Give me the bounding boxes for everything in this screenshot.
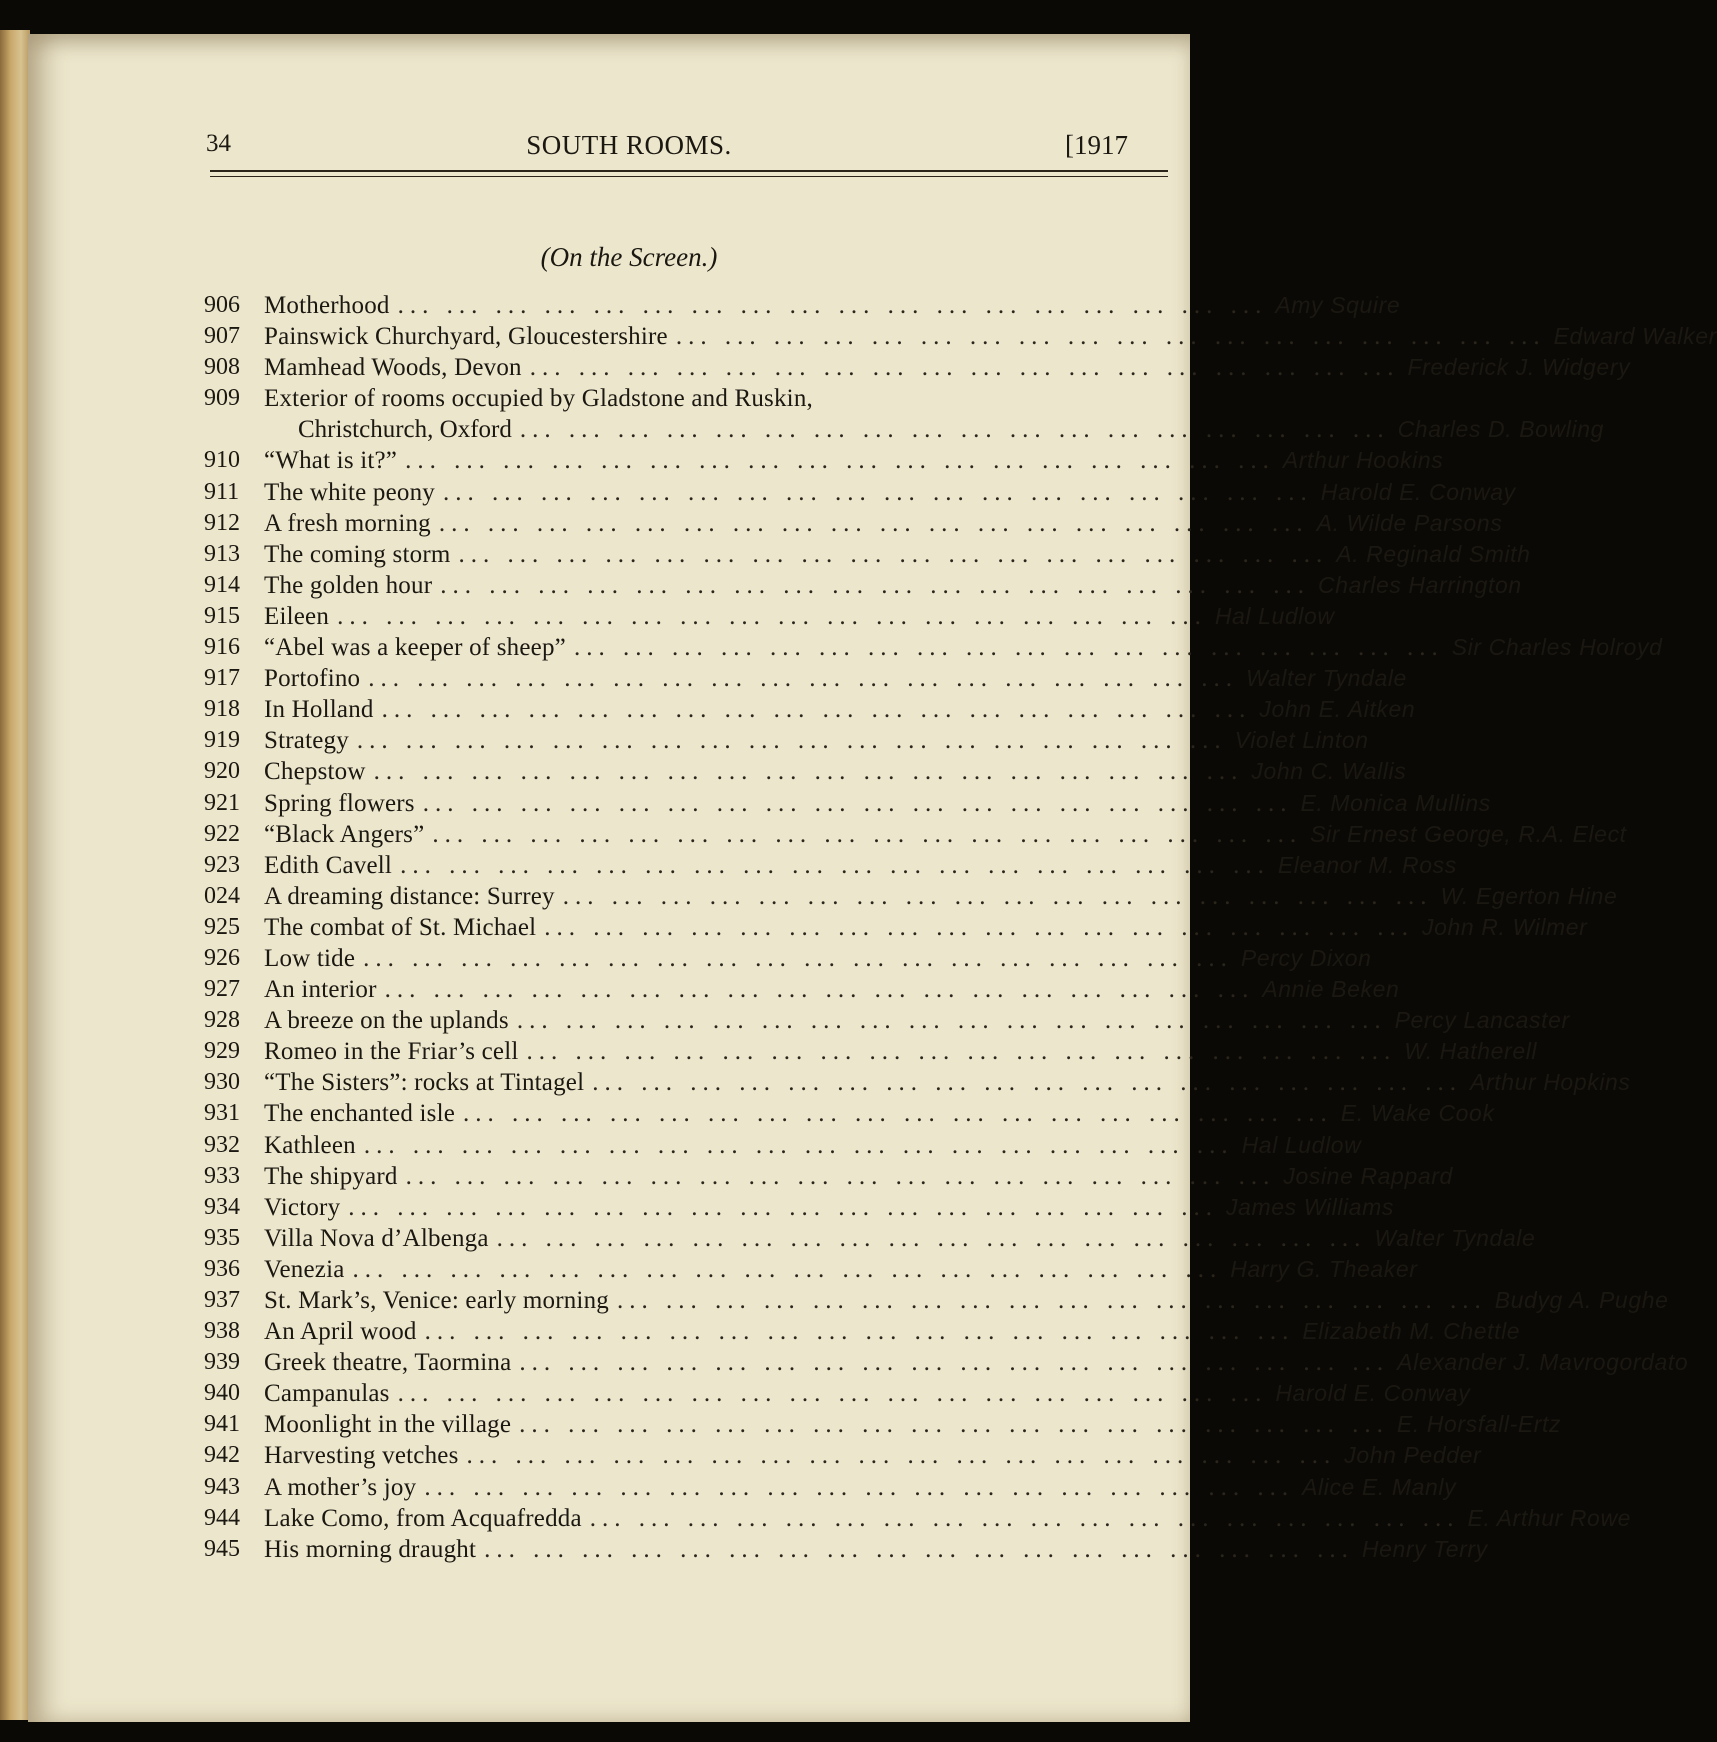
catalogue-entry xyxy=(204,881,1618,912)
catalogue-entry xyxy=(204,1534,1488,1565)
catalogue-entry xyxy=(204,1036,1538,1067)
entry-number: 913 xyxy=(204,540,240,567)
entry-number: 927 xyxy=(204,976,240,1003)
entry-artist: Annie Beken xyxy=(1262,976,1400,1003)
catalogue-entry xyxy=(204,943,1372,974)
running-title: SOUTH ROOMS. xyxy=(526,130,732,160)
entry-line xyxy=(264,352,1631,383)
entry-artist: John R. Wilmer xyxy=(1422,913,1588,940)
entry-number: 933 xyxy=(204,1162,240,1189)
dot-leader: ... ... ... ... ... ... ... ... ... ... ... ... ... ... ... ... ... ... xyxy=(363,1131,1234,1159)
entry-artist: Charles D. Bowling xyxy=(1397,416,1604,443)
catalogue-entry xyxy=(204,1316,1521,1347)
entry-line xyxy=(264,881,1618,912)
entry-number: 935 xyxy=(204,1224,240,1251)
entry-number: 937 xyxy=(204,1287,240,1313)
entry-artist: Sir Charles Holroyd xyxy=(1451,634,1663,661)
entry-title: The golden hour xyxy=(264,571,433,599)
entry-line xyxy=(264,1534,1488,1565)
entry-artist: A. Reginald Smith xyxy=(1336,540,1531,567)
entry-title: “Abel was a keeper of sheep” xyxy=(264,634,566,662)
entry-title: Harvesting vetches xyxy=(264,1442,459,1470)
dot-leader: ... ... ... ... ... ... ... ... ... ... ... ... ... ... ... ... ... ... xyxy=(424,1473,1295,1501)
entry-artist: Violet Linton xyxy=(1234,727,1369,754)
dot-leader: ... ... ... ... ... ... ... ... ... ... ... ... ... ... ... ... ... ... xyxy=(368,665,1238,693)
entry-number: 926 xyxy=(204,944,240,971)
entry-number: 939 xyxy=(204,1349,240,1376)
entry-line xyxy=(264,1409,1562,1440)
entry-title: Eileen xyxy=(264,602,330,630)
catalogue-entry xyxy=(204,850,1457,881)
entry-artist: Hal Ludlow xyxy=(1241,1131,1362,1158)
entry-number: 911 xyxy=(204,478,240,505)
entry-title: The white peony xyxy=(264,478,436,506)
catalogue-entry xyxy=(204,974,1400,1005)
entry-line xyxy=(264,1098,1495,1129)
dot-leader: ... ... ... ... ... ... ... ... ... ... ... ... ... ... ... ... ... ... xyxy=(405,447,1275,475)
entry-line xyxy=(264,1285,1669,1316)
catalogue-entry xyxy=(204,756,1407,787)
entry-line xyxy=(264,290,1401,321)
entry-title: Campanulas xyxy=(264,1380,390,1408)
entry-line xyxy=(264,632,1663,663)
entry-title: The enchanted isle xyxy=(264,1100,456,1128)
entry-line xyxy=(264,819,1627,850)
entry-title: The coming storm xyxy=(264,540,451,568)
catalogue-entry xyxy=(204,352,1631,383)
catalogue-entry xyxy=(204,383,1604,445)
entry-artist: Alexander J. Mavrogordato xyxy=(1397,1349,1689,1376)
entry-line xyxy=(264,1161,1453,1192)
entry-line xyxy=(264,912,1588,943)
catalogue-entry xyxy=(204,290,1401,321)
dot-leader: ... ... ... ... ... ... ... ... ... ... ... ... ... ... ... ... ... ... xyxy=(458,540,1329,568)
entry-artist: Frederick J. Widgery xyxy=(1407,354,1631,381)
dot-leader: ... ... ... ... ... ... ... ... ... ... ... ... ... ... ... ... ... ... xyxy=(432,820,1303,848)
entry-artist: Percy Lancaster xyxy=(1394,1007,1570,1034)
entry-artist: Harold E. Conway xyxy=(1320,478,1516,505)
entry-artist: Sir Ernest George, R.A. Elect xyxy=(1310,820,1627,847)
entry-line xyxy=(264,508,1503,539)
page-sheet xyxy=(28,34,1717,1722)
dot-leader: ... ... ... ... ... ... ... ... ... ... ... ... ... ... ... ... ... ... xyxy=(573,634,1444,662)
dot-leader: ... ... ... ... ... ... ... ... ... ... ... ... ... ... ... ... ... ... xyxy=(443,478,1313,506)
entry-number: 912 xyxy=(204,509,240,536)
entry-number: 932 xyxy=(204,1131,240,1158)
header-rule-thin xyxy=(210,176,1168,177)
dot-leader: ... ... ... ... ... ... ... ... ... ... ... ... ... ... ... ... ... ... xyxy=(384,976,1255,1004)
dot-leader: ... ... ... ... ... ... ... ... ... ... ... ... ... ... ... ... ... ... xyxy=(519,1411,1389,1439)
entry-artist: Henry Terry xyxy=(1361,1535,1488,1562)
entry-title: The combat of St. Michael xyxy=(264,913,537,941)
entry-title: Venezia xyxy=(264,1255,345,1283)
entry-artist: Harold E. Conway xyxy=(1275,1380,1471,1407)
entry-title: Exterior of rooms occupied by Gladstone and Ruskin, xyxy=(264,385,813,413)
entry-number: 940 xyxy=(204,1380,240,1407)
dot-leader: ... ... ... ... ... ... ... ... ... ... ... ... ... ... ... ... ... ... xyxy=(496,1224,1367,1252)
catalogue-entry xyxy=(204,477,1516,508)
catalogue-entry xyxy=(204,445,1444,476)
catalogue-entry xyxy=(204,725,1369,756)
entry-number: 925 xyxy=(204,913,240,940)
entry-number: 941 xyxy=(204,1411,240,1438)
entry-number: 922 xyxy=(204,820,240,847)
dot-leader: ... ... ... ... ... ... ... ... ... ... ... ... ... ... ... ... ... ... xyxy=(589,1504,1460,1532)
entry-number: 923 xyxy=(204,851,240,878)
entry-line xyxy=(264,1036,1538,1067)
entry-artist: W. Hatherell xyxy=(1404,1038,1538,1065)
catalogue-entry xyxy=(204,1223,1536,1254)
catalogue-entry xyxy=(204,1098,1495,1129)
catalogue-entry xyxy=(204,321,1717,352)
catalogue-entry xyxy=(204,508,1503,539)
entry-line xyxy=(264,663,1407,694)
entry-artist: E. Wake Cook xyxy=(1340,1100,1495,1127)
section-heading-text: (On the Screen.) xyxy=(540,242,718,272)
catalogue-entry xyxy=(204,570,1522,601)
entry-number: 915 xyxy=(204,602,240,629)
entry-line xyxy=(264,850,1457,881)
catalogue-entry xyxy=(204,1067,1631,1098)
entry-line xyxy=(264,1005,1570,1036)
entry-artist: Harry G. Theaker xyxy=(1230,1255,1418,1282)
entry-number: 909 xyxy=(204,385,240,412)
entry-number: 910 xyxy=(204,447,240,474)
entry-number: 920 xyxy=(204,758,240,785)
dot-leader: ... ... ... ... ... ... ... ... ... ... ... ... ... ... ... ... ... ... xyxy=(356,727,1227,755)
entry-line xyxy=(264,570,1522,601)
catalogue-entry xyxy=(204,1347,1689,1378)
catalogue-entry xyxy=(204,1440,1482,1471)
page-number: 34 xyxy=(206,130,231,157)
entry-line xyxy=(264,601,1335,632)
entry-line xyxy=(264,1067,1631,1098)
entry-number: 024 xyxy=(204,882,240,909)
entry-title: Mamhead Woods, Devon xyxy=(264,354,522,382)
section-heading xyxy=(28,242,1190,273)
entry-artist: John E. Aitken xyxy=(1259,696,1416,723)
entry-artist: Charles Harrington xyxy=(1317,571,1522,598)
entry-artist: Alice E. Manly xyxy=(1302,1473,1457,1500)
entry-artist: Josine Rappard xyxy=(1283,1162,1453,1189)
entry-title: An April wood xyxy=(264,1318,417,1346)
catalogue-entry xyxy=(204,912,1588,943)
entry-number: 936 xyxy=(204,1255,240,1282)
entry-line xyxy=(264,788,1491,819)
entry-title: His morning draught xyxy=(264,1535,477,1563)
entry-line xyxy=(264,1347,1689,1378)
entry-title-continued: Christchurch, Oxford xyxy=(298,416,512,444)
dot-leader: ... ... ... ... ... ... ... ... ... ... ... ... ... ... ... ... ... ... xyxy=(544,913,1415,941)
entry-title: Edith Cavell xyxy=(264,851,393,879)
entry-title: St. Mark’s, Venice: early morning xyxy=(264,1287,609,1314)
catalogue-entry xyxy=(204,1130,1362,1161)
entry-artist: John C. Wallis xyxy=(1251,758,1407,785)
entry-artist: E. Monica Mullins xyxy=(1300,789,1491,816)
dot-leader: ... ... ... ... ... ... ... ... ... ... ... ... ... ... ... ... ... ... xyxy=(440,571,1310,599)
entry-title: Kathleen xyxy=(264,1131,356,1159)
entry-number: 934 xyxy=(204,1193,240,1220)
catalogue-entry xyxy=(204,1161,1453,1192)
dot-leader: ... ... ... ... ... ... ... ... ... ... ... ... ... ... ... ... ... ... xyxy=(463,1100,1333,1128)
entry-title: “Black Angers” xyxy=(264,820,425,848)
catalogue-entry xyxy=(204,819,1627,850)
entry-artist: Hal Ludlow xyxy=(1214,602,1335,629)
entry-number: 930 xyxy=(204,1069,240,1096)
entry-title: The shipyard xyxy=(264,1162,398,1190)
entry-line xyxy=(264,1254,1418,1285)
dot-leader: ... ... ... ... ... ... ... ... ... ... ... ... ... ... ... ... ... ... xyxy=(516,1007,1387,1035)
year-marker: [1917 xyxy=(1065,130,1128,160)
dot-leader: ... ... ... ... ... ... ... ... ... ... ... ... ... ... ... ... ... ... xyxy=(424,1318,1295,1346)
dot-leader: ... ... ... ... ... ... ... ... ... ... ... ... ... ... ... ... ... ... xyxy=(400,851,1270,879)
entry-number: 919 xyxy=(204,727,240,754)
entry-line xyxy=(264,1472,1457,1503)
entry-line xyxy=(264,1130,1362,1161)
dot-leader: ... ... ... ... ... ... ... ... ... ... ... ... ... ... ... ... ... ... xyxy=(397,1380,1268,1408)
catalogue-entry xyxy=(204,632,1663,663)
entry-line-continued xyxy=(298,414,1604,445)
entry-artist: Percy Dixon xyxy=(1240,944,1372,971)
entry-number: 944 xyxy=(204,1504,240,1531)
entry-number: 942 xyxy=(204,1442,240,1469)
entry-line xyxy=(264,445,1444,476)
dot-leader: ... ... ... ... ... ... ... ... ... ... ... ... ... ... ... ... ... ... xyxy=(397,292,1268,319)
entry-title: Villa Nova d’Albenga xyxy=(264,1224,489,1252)
entry-number: 938 xyxy=(204,1318,240,1345)
entry-artist: Arthur Hopkins xyxy=(1470,1069,1631,1096)
catalogue-entry xyxy=(204,1503,1632,1534)
dot-leader: ... ... ... ... ... ... ... ... ... ... ... ... ... ... ... ... ... ... xyxy=(519,1349,1390,1377)
entry-line xyxy=(264,477,1516,508)
entry-line xyxy=(264,974,1400,1005)
entry-title: “What is it?” xyxy=(264,447,398,475)
catalogue-entry xyxy=(204,539,1531,570)
entry-artist: Amy Squire xyxy=(1275,292,1401,318)
entry-title: A fresh morning xyxy=(264,509,431,537)
dot-leader: ... ... ... ... ... ... ... ... ... ... ... ... ... ... ... ... ... ... xyxy=(348,1193,1219,1221)
entry-number: 945 xyxy=(204,1535,240,1562)
entry-title: Lake Como, from Acquafredda xyxy=(264,1504,582,1532)
entry-title: Painswick Churchyard, Gloucestershire xyxy=(264,323,668,351)
entry-artist: Arthur Hookins xyxy=(1282,447,1444,474)
entry-line xyxy=(264,943,1372,974)
entry-title: Chepstow xyxy=(264,758,366,786)
entry-title: Strategy xyxy=(264,727,349,755)
dot-leader: ... ... ... ... ... ... ... ... ... ... ... ... ... ... ... ... ... ... xyxy=(526,1038,1397,1066)
entry-number: 917 xyxy=(204,665,240,692)
entry-line xyxy=(264,1223,1536,1254)
entry-artist: W. Egerton Hine xyxy=(1440,882,1618,909)
dot-leader: ... ... ... ... ... ... ... ... ... ... ... ... ... ... ... ... ... ... xyxy=(675,323,1546,351)
catalogue-entry xyxy=(204,1409,1562,1440)
dot-leader: ... ... ... ... ... ... ... ... ... ... ... ... ... ... ... ... ... ... xyxy=(438,509,1309,537)
dot-leader: ... ... ... ... ... ... ... ... ... ... ... ... ... ... ... ... ... ... xyxy=(405,1162,1276,1190)
entry-artist: Walter Tyndale xyxy=(1246,665,1407,692)
entry-artist: Elizabeth M. Chettle xyxy=(1302,1318,1521,1345)
entry-title: Spring flowers xyxy=(264,789,415,817)
entry-line xyxy=(264,1192,1394,1223)
entry-number: 928 xyxy=(204,1007,240,1034)
catalogue-entry xyxy=(204,1472,1457,1503)
catalogue-entry xyxy=(204,601,1335,632)
entry-number: 914 xyxy=(204,571,240,598)
dot-leader: ... ... ... ... ... ... ... ... ... ... ... ... ... ... ... ... ... ... xyxy=(373,758,1244,786)
catalogue-entry xyxy=(204,788,1491,819)
catalogue-entry xyxy=(204,1254,1418,1285)
header-rule-thick xyxy=(210,170,1168,172)
entry-artist: James Williams xyxy=(1226,1193,1394,1220)
entry-title: “The Sisters”: rocks at Tintagel xyxy=(264,1069,585,1097)
book-page-edges xyxy=(0,30,30,1720)
entry-line xyxy=(264,383,1181,414)
entry-line xyxy=(264,756,1407,787)
entry-line xyxy=(264,1378,1471,1409)
entry-number: 921 xyxy=(204,789,240,816)
catalogue-entry xyxy=(204,1192,1394,1223)
entry-number: 931 xyxy=(204,1100,240,1127)
catalogue-entry xyxy=(204,1285,1669,1316)
dot-leader: ... ... ... ... ... ... ... ... ... ... ... ... ... ... ... ... ... ... xyxy=(529,354,1400,382)
entry-line xyxy=(264,725,1369,756)
dot-leader: ... ... ... ... ... ... ... ... ... ... ... ... ... ... ... ... ... ... xyxy=(484,1535,1354,1563)
entry-title: Low tide xyxy=(264,944,356,972)
entry-artist: E. Arthur Rowe xyxy=(1467,1504,1632,1531)
catalogue-list xyxy=(204,290,1717,1565)
entry-number: 906 xyxy=(204,292,240,318)
entry-artist: Eleanor M. Ross xyxy=(1277,851,1457,878)
dot-leader: ... ... ... ... ... ... ... ... ... ... ... ... ... ... ... ... ... ... xyxy=(352,1255,1223,1283)
entry-line xyxy=(264,694,1416,725)
dot-leader: ... ... ... ... ... ... ... ... ... ... ... ... ... ... ... ... ... ... xyxy=(616,1287,1487,1314)
entry-artist: A. Wilde Parsons xyxy=(1316,509,1503,536)
entry-line xyxy=(264,1503,1632,1534)
dot-leader: ... ... ... ... ... ... ... ... ... ... ... ... ... ... ... ... ... ... xyxy=(363,944,1233,972)
entry-title: A breeze on the uplands xyxy=(264,1007,509,1035)
entry-artist: Walter Tyndale xyxy=(1374,1224,1536,1251)
entry-number: 943 xyxy=(204,1473,240,1500)
entry-artist: John Pedder xyxy=(1344,1442,1482,1469)
entry-number: 929 xyxy=(204,1038,240,1065)
page-content xyxy=(28,34,1717,1722)
entry-artist: E. Horsfall-Ertz xyxy=(1396,1411,1562,1438)
entry-title: An interior xyxy=(264,976,377,1004)
entry-title: Greek theatre, Taormina xyxy=(264,1349,512,1377)
entry-title: A mother’s joy xyxy=(264,1473,417,1501)
dot-leader: ... ... ... ... ... ... ... ... ... ... ... ... ... ... ... ... ... ... xyxy=(592,1069,1462,1097)
entry-number: 907 xyxy=(204,323,240,350)
entry-line xyxy=(264,1440,1482,1471)
catalogue-entry xyxy=(204,663,1407,694)
catalogue-entry xyxy=(204,694,1416,725)
dot-leader: ... ... ... ... ... ... ... ... ... ... ... ... ... ... ... ... ... ... xyxy=(519,416,1390,444)
entry-title: Moonlight in the village xyxy=(264,1411,512,1439)
dot-leader: ... ... ... ... ... ... ... ... ... ... ... ... ... ... ... ... ... ... xyxy=(337,602,1207,630)
entry-title: Portofino xyxy=(264,665,361,693)
dot-leader: ... ... ... ... ... ... ... ... ... ... ... ... ... ... ... ... ... ... xyxy=(562,882,1433,910)
entry-title: Motherhood xyxy=(264,292,390,319)
entry-number: 918 xyxy=(204,696,240,723)
entry-line xyxy=(264,1316,1521,1347)
catalogue-entry xyxy=(204,1005,1570,1036)
entry-title: Victory xyxy=(264,1193,341,1221)
entry-artist: Edward Walker xyxy=(1553,323,1717,350)
entry-title: In Holland xyxy=(264,696,374,724)
entry-number: 916 xyxy=(204,634,240,661)
catalogue-entry xyxy=(204,1378,1471,1409)
entry-title: Romeo in the Friar’s cell xyxy=(264,1038,519,1066)
entry-line xyxy=(264,539,1531,570)
entry-line xyxy=(264,321,1717,352)
entry-number: 908 xyxy=(204,354,240,381)
dot-leader: ... ... ... ... ... ... ... ... ... ... ... ... ... ... ... ... ... ... xyxy=(466,1442,1337,1470)
dot-leader: ... ... ... ... ... ... ... ... ... ... ... ... ... ... ... ... ... ... xyxy=(422,789,1293,817)
entry-artist: Budyg A. Pughe xyxy=(1494,1287,1669,1313)
entry-title: A dreaming distance: Surrey xyxy=(264,882,555,910)
dot-leader: ... ... ... ... ... ... ... ... ... ... ... ... ... ... ... ... ... ... xyxy=(381,696,1252,724)
